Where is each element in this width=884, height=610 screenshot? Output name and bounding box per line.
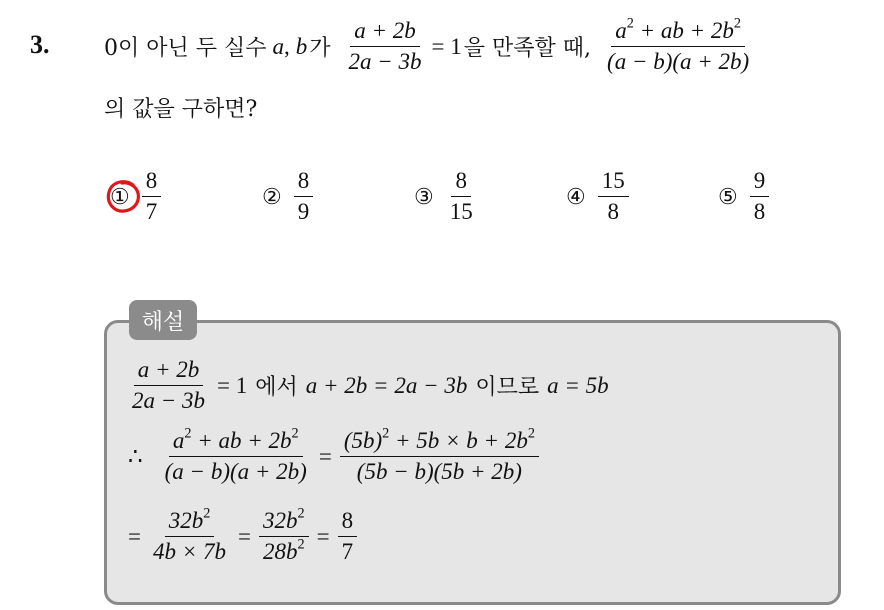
- option-3-mark: ③: [414, 183, 434, 209]
- solution-line-1: [128, 357, 609, 414]
- option-5-fraction: [750, 168, 770, 225]
- particle-ga: 가: [309, 36, 331, 61]
- sol-l3-equals-2: =: [238, 523, 251, 549]
- sol-l3-f2-denominator: [259, 537, 309, 565]
- exp: 2: [184, 425, 192, 442]
- option-5-numerator: 9: [750, 168, 770, 197]
- option-2-fraction: [294, 168, 314, 225]
- term: + 5b × b + 2b: [389, 428, 528, 453]
- exp: 2: [382, 425, 390, 442]
- option-1-numerator: 8: [142, 168, 162, 197]
- sol-l1-expression: a + 2b = 2a − 3b: [305, 372, 468, 398]
- option-5[interactable]: [718, 168, 769, 225]
- question-number: 3.: [30, 30, 50, 59]
- term: + ab + 2b: [191, 428, 292, 453]
- sol-l1-result: a = 5b: [547, 372, 609, 398]
- var-a: a: [272, 33, 284, 59]
- sol-l1-text-from: 에서: [255, 375, 298, 400]
- sol-l3-fraction-2: [259, 505, 309, 565]
- option-3-denominator: 15: [449, 199, 473, 224]
- sol-l2-right-numerator: [340, 425, 539, 457]
- option-4-mark: ④: [566, 183, 586, 209]
- condition-text: 을 만족할 때,: [463, 36, 592, 61]
- sol-l2-left-numerator: [169, 425, 303, 457]
- option-mark: [110, 184, 130, 210]
- option-3-fraction: [446, 168, 477, 225]
- term: 32b: [168, 508, 204, 533]
- sol-l3-f1-denominator: 4b × 7b: [152, 539, 227, 564]
- exp: 2: [291, 425, 299, 442]
- option-3-numerator: 8: [451, 168, 471, 197]
- condition-equals: = 1: [431, 33, 462, 59]
- option-1[interactable]: [110, 168, 161, 225]
- num-mid: + ab + 2b: [633, 18, 734, 43]
- sol-l2-right-denominator: (5b − b)(5b + 2b): [356, 459, 522, 484]
- option-5-denominator: 8: [753, 199, 766, 224]
- exp: 2: [527, 425, 535, 442]
- sol-l3-f3-denominator: 7: [341, 539, 354, 564]
- target-numerator: [611, 15, 745, 47]
- sol-l2-right-fraction: [340, 425, 539, 485]
- option-2[interactable]: [262, 168, 313, 225]
- target-expression: [603, 15, 753, 75]
- sol-l1-denominator: 2a − 3b: [132, 388, 206, 413]
- sol-l1-text-so: 이므로: [475, 375, 540, 400]
- option-4-denominator: 8: [607, 199, 619, 224]
- condition-fraction: [345, 18, 426, 75]
- option-2-mark: ②: [262, 183, 282, 209]
- term: 28b: [263, 539, 298, 564]
- option-5-mark: ⑤: [718, 183, 738, 209]
- option-4[interactable]: [566, 168, 629, 225]
- question-line-2: 의 값을 구하면?: [104, 97, 258, 122]
- solution-line-2: [128, 425, 539, 485]
- sol-l3-fraction-3: [338, 508, 358, 565]
- option-1-fraction: [142, 168, 162, 225]
- question-line-1: [104, 15, 753, 75]
- condition-denominator: 2a − 3b: [348, 49, 422, 74]
- sol-l3-fraction-1: [149, 505, 230, 565]
- exp: 2: [203, 505, 211, 522]
- target-denominator: (a − b)(a + 2b): [607, 49, 750, 74]
- solution-line-3: [128, 505, 357, 565]
- sol-l1-numerator: a + 2b: [134, 357, 204, 386]
- sol-l3-f2-numerator: [259, 505, 309, 537]
- condition-numerator: a + 2b: [350, 18, 420, 47]
- therefore-icon: ∴: [128, 443, 143, 469]
- exp: 2: [733, 15, 742, 32]
- term: a: [172, 428, 185, 453]
- sol-l2-equals: =: [318, 443, 332, 469]
- exp: 2: [297, 505, 305, 522]
- option-1-denominator: 7: [145, 199, 158, 224]
- exp: 2: [626, 15, 634, 32]
- term: (5b): [343, 428, 383, 453]
- comma: ,: [284, 33, 290, 59]
- option-1-mark: ①: [110, 183, 130, 209]
- option-2-denominator: 9: [297, 199, 310, 224]
- sol-l1-equals: = 1: [217, 372, 248, 398]
- question-intro: 0이 아닌 두 실수: [104, 36, 267, 61]
- num-a: a: [615, 18, 627, 43]
- term: 32b: [263, 508, 298, 533]
- sol-l1-fraction: [128, 357, 209, 414]
- option-3[interactable]: [414, 168, 477, 225]
- sol-l3-equals-1: =: [128, 523, 141, 549]
- var-b: b: [295, 33, 308, 59]
- sol-l3-f1-numerator: [165, 505, 215, 537]
- sol-l3-equals-3: =: [316, 523, 330, 549]
- solution-badge: 해설: [129, 300, 197, 340]
- sol-l2-left-denominator: (a − b)(a + 2b): [164, 459, 307, 484]
- option-4-numerator: 15: [598, 168, 629, 197]
- sol-l3-f3-numerator: 8: [338, 508, 358, 537]
- sol-l2-left-fraction: [161, 425, 311, 485]
- exp: 2: [297, 536, 305, 553]
- option-4-fraction: [598, 168, 629, 225]
- option-2-numerator: 8: [294, 168, 314, 197]
